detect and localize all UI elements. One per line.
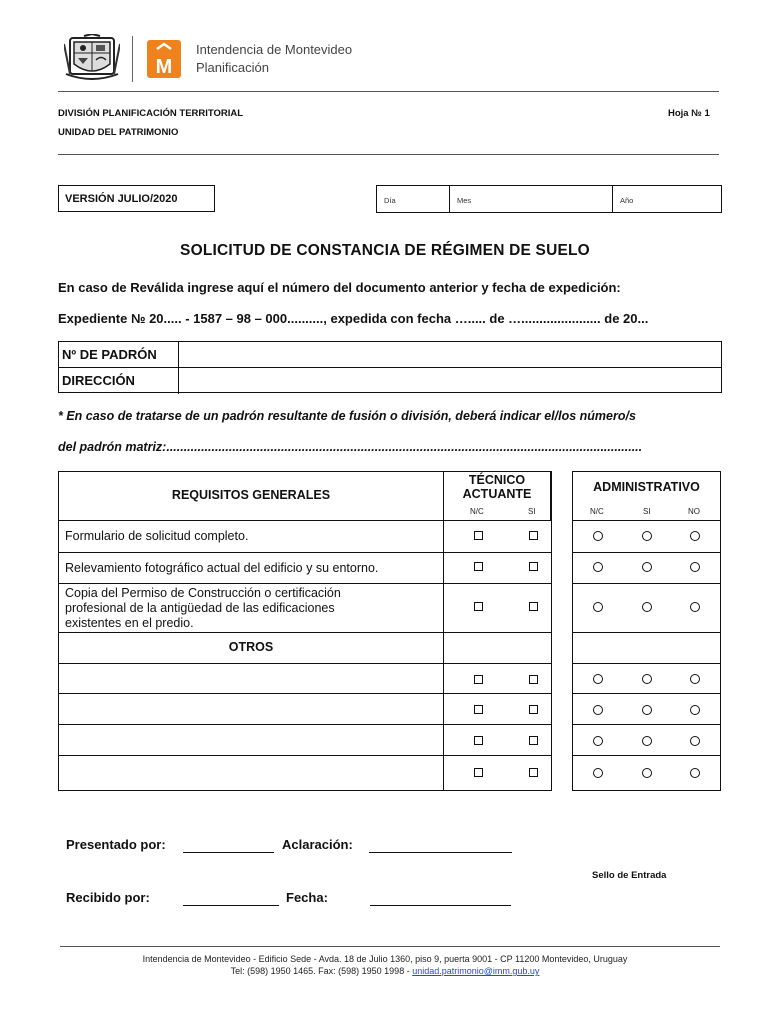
tec-si-label: SI — [528, 507, 536, 516]
tec-nc-checkbox[interactable] — [474, 602, 483, 611]
svg-text:M: M — [155, 56, 173, 78]
admin-nc-radio[interactable] — [593, 736, 603, 746]
tecnico-header-line2: ACTUANTE — [462, 487, 532, 501]
recibido-label: Recibido por: — [66, 890, 150, 905]
admin-si-radio[interactable] — [642, 531, 652, 541]
admin-no-radio[interactable] — [690, 736, 700, 746]
org-line-1: Intendencia de Montevideo — [196, 42, 353, 57]
admin-no-radio[interactable] — [690, 768, 700, 778]
admin-nc-radio[interactable] — [593, 674, 603, 684]
tec-si-checkbox[interactable] — [529, 562, 538, 571]
footer-address: Intendencia de Montevideo - Edificio Sede - Avda. 18 de Julio 1360, piso 9, puerta 9001 - CP 11200 Montevideo, Uruguay — [142, 954, 628, 964]
tecnico-header-cell — [444, 472, 551, 521]
fusion-note: * En caso de tratarse de un padrón resultante de fusión o división, deberá indicar el/los número/s — [58, 409, 636, 423]
tec-nc-checkbox[interactable] — [474, 531, 483, 540]
admin-si-radio[interactable] — [642, 768, 652, 778]
requirements-header-cell — [59, 472, 444, 521]
unit-label: UNIDAD DEL PATRIMONIO — [58, 127, 179, 138]
tec-nc-label: N/C — [470, 507, 484, 516]
requirement-row — [59, 521, 444, 553]
padron-row — [59, 342, 721, 368]
org-line-2: Planificación — [196, 60, 269, 75]
admin-no-radio[interactable] — [690, 674, 700, 684]
admin-no-radio[interactable] — [690, 531, 700, 541]
admin-si-radio[interactable] — [642, 705, 652, 715]
date-year-field[interactable]: Año — [620, 196, 634, 205]
requirement-2: Relevamiento fotográfico actual del edificio y su entorno. — [65, 561, 379, 575]
tec-nc-checkbox[interactable] — [474, 675, 483, 684]
requirements-header: REQUISITOS GENERALES — [171, 488, 331, 502]
admin-no-radio[interactable] — [690, 602, 700, 612]
admin-nc-radio[interactable] — [593, 531, 603, 541]
aclaracion-field[interactable] — [369, 852, 512, 853]
tec-si-checkbox[interactable] — [529, 736, 538, 745]
tec-si-checkbox[interactable] — [529, 602, 538, 611]
requirement-3-line2: profesional de la antigüedad de las edificaciones — [65, 601, 335, 615]
admin-nc-radio[interactable] — [593, 562, 603, 572]
admin-si-label: SI — [643, 507, 651, 516]
presentado-field[interactable] — [183, 852, 274, 853]
tec-si-checkbox[interactable] — [529, 531, 538, 540]
aclaracion-label: Aclaración: — [282, 837, 353, 852]
tec-si-checkbox[interactable] — [529, 705, 538, 714]
fecha-label: Fecha: — [286, 890, 328, 905]
otros-header-cell — [59, 633, 444, 664]
admin-si-radio[interactable] — [642, 562, 652, 572]
padron-table — [58, 341, 722, 393]
otros-input-row[interactable] — [59, 756, 444, 790]
requirements-table — [58, 471, 552, 791]
tec-nc-checkbox[interactable] — [474, 562, 483, 571]
admin-si-radio[interactable] — [642, 602, 652, 612]
tecnico-header-line1: TÉCNICO — [468, 473, 526, 487]
admin-nc-radio[interactable] — [593, 768, 603, 778]
expediente-line[interactable]: Expediente № 20..... - 1587 – 98 – 000.........., expedida con fecha …..... de …...................... de 20... — [58, 311, 649, 326]
admin-nc-radio[interactable] — [593, 705, 603, 715]
tecnico-header — [444, 473, 550, 501]
division-label: DIVISIÓN PLANIFICACIÓN TERRITORIAL — [58, 108, 244, 119]
footer-email-link[interactable]: unidad.patrimonio@imm.gub.uy — [412, 966, 540, 976]
header-rule — [58, 91, 719, 92]
planificacion-logo — [147, 40, 181, 78]
footer-phone-fax: Tel: (598) 1950 1465. Fax: (598) 1950 1998 - — [230, 966, 413, 976]
admin-si-radio[interactable] — [642, 736, 652, 746]
requirement-row — [59, 553, 444, 584]
recibido-field[interactable] — [183, 905, 279, 906]
organization-name — [196, 41, 352, 77]
presentado-label: Presentado por: — [66, 837, 166, 852]
meta-rule — [58, 154, 719, 155]
sheet-number: Hoja № 1 — [668, 108, 710, 119]
direccion-row — [59, 368, 721, 394]
padron-label: Nº DE PADRÓN — [59, 342, 179, 367]
admin-nc-label: N/C — [590, 507, 604, 516]
padron-matriz-line[interactable]: del padrón matriz:......................................................................................................................................... — [58, 440, 643, 454]
fecha-field[interactable] — [370, 905, 511, 906]
tecnico-cell — [444, 633, 551, 664]
header-divider — [132, 36, 133, 82]
admin-no-label: NO — [688, 507, 700, 516]
otros-input-row[interactable] — [59, 664, 444, 694]
tec-nc-checkbox[interactable] — [474, 768, 483, 777]
requirement-row — [59, 584, 444, 633]
form-title: SOLICITUD DE CONSTANCIA DE RÉGIMEN DE SUELO — [180, 242, 590, 259]
revalida-instruction: En caso de Reválida ingrese aquí el número del documento anterior y fecha de expedición: — [58, 280, 621, 295]
requirement-1: Formulario de solicitud completo. — [65, 529, 249, 543]
admin-header-cell — [573, 472, 720, 521]
direccion-input[interactable] — [180, 368, 721, 394]
otros-input-row[interactable] — [59, 725, 444, 756]
requirement-3 — [65, 586, 437, 631]
admin-nc-radio[interactable] — [593, 602, 603, 612]
administrative-table — [572, 471, 721, 791]
date-month-field[interactable]: Mes — [450, 186, 613, 212]
requirement-3-line3: existentes en el predio. — [65, 616, 194, 630]
date-box — [376, 185, 722, 213]
tec-nc-checkbox[interactable] — [474, 736, 483, 745]
admin-header: ADMINISTRATIVO — [593, 480, 700, 494]
otros-header: OTROS — [228, 640, 274, 654]
version-box: VERSIÓN JULIO/2020 — [58, 185, 215, 212]
footer-rule — [60, 946, 720, 947]
admin-no-radio[interactable] — [690, 562, 700, 572]
direccion-label: DIRECCIÓN — [59, 368, 179, 394]
footer-contact — [0, 965, 770, 977]
admin-no-radio[interactable] — [690, 705, 700, 715]
admin-si-radio[interactable] — [642, 674, 652, 684]
admin-row — [573, 633, 720, 664]
requirement-3-line1: Copia del Permiso de Construcción o certificación — [65, 586, 341, 600]
sello-entrada-label: Sello de Entrada — [592, 870, 667, 881]
padron-input[interactable] — [180, 342, 721, 367]
tec-si-checkbox[interactable] — [529, 675, 538, 684]
otros-input-row[interactable] — [59, 694, 444, 725]
coat-of-arms-logo — [64, 34, 120, 84]
tec-nc-checkbox[interactable] — [474, 705, 483, 714]
tec-si-checkbox[interactable] — [529, 768, 538, 777]
date-day-field[interactable]: Día — [377, 186, 450, 212]
